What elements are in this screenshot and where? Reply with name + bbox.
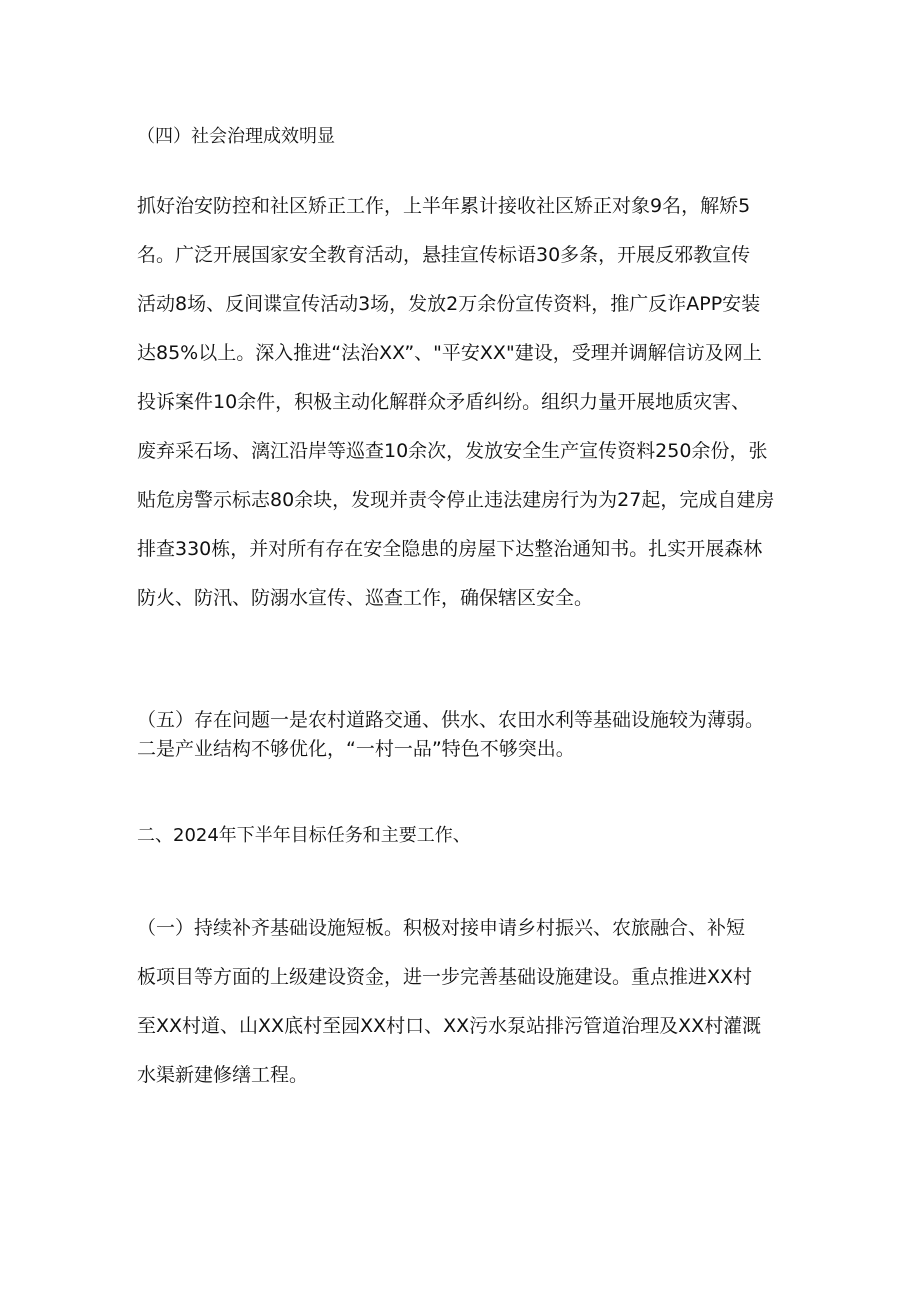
- paragraph-line: 贴危房警示标志80余块，发现并责令停止违法建房行为为27起，完成自建房: [137, 489, 775, 511]
- paragraph-line: 排查330栋，并对所有存在安全隐患的房屋下达整治通知书。扎实开展森林: [137, 538, 763, 560]
- paragraph-line: 水渠新建修缮工程。: [137, 1064, 309, 1086]
- paragraph-problems: [137, 706, 764, 764]
- paragraph-line: 板项目等方面的上级建设资金，进一步完善基础设施建设。重点推进XX村: [137, 966, 753, 988]
- paragraph-line: 抓好治安防控和社区矫正工作，上半年累计接收社区矫正对象9名，解矫5: [137, 195, 751, 217]
- paragraph-infrastructure: [137, 904, 761, 1100]
- paragraph-line: 二是产业结构不够优化，“一村一品”特色不够突出。: [137, 738, 575, 760]
- section-heading-2: 二、2024年下半年目标任务和主要工作、: [137, 825, 471, 846]
- paragraph-line: 投诉案件10余件，积极主动化解群众矛盾纠纷。组织力量开展地质灾害、: [137, 391, 751, 413]
- paragraph-line: 废弃采石场、漓江沿岸等巡查10余次，发放安全生产宣传资料250余份，张: [137, 440, 768, 462]
- paragraph-line: 活动8场、反间谍宣传活动3场，发放2万余份宣传资料，推广反诈APP安装: [137, 293, 761, 315]
- paragraph-line: 至XX村道、山XX底村至园XX村口、XX污水泵站排污管道治理及XX村灌溉: [137, 1015, 762, 1037]
- section-heading-4: （四）社会治理成效明显: [137, 126, 335, 147]
- paragraph-social-governance: [137, 182, 774, 623]
- paragraph-line: 防火、防汛、防溺水宣传、巡查工作，确保辖区安全。: [137, 587, 594, 609]
- paragraph-line: 名。广泛开展国家安全教育活动，悬挂宣传标语30多条，开展反邪教宣传: [137, 244, 751, 266]
- paragraph-line: （五）存在问题一是农村道路交通、供水、农田水利等基础设施较为薄弱。: [137, 709, 765, 731]
- paragraph-line: 达85%以上。深入推进“法治XX”、"平安XX"建设，受理并调解信访及网上: [137, 342, 762, 364]
- paragraph-line: （一）持续补齐基础设施短板。积极对接申请乡村振兴、农旅融合、补短: [137, 917, 746, 939]
